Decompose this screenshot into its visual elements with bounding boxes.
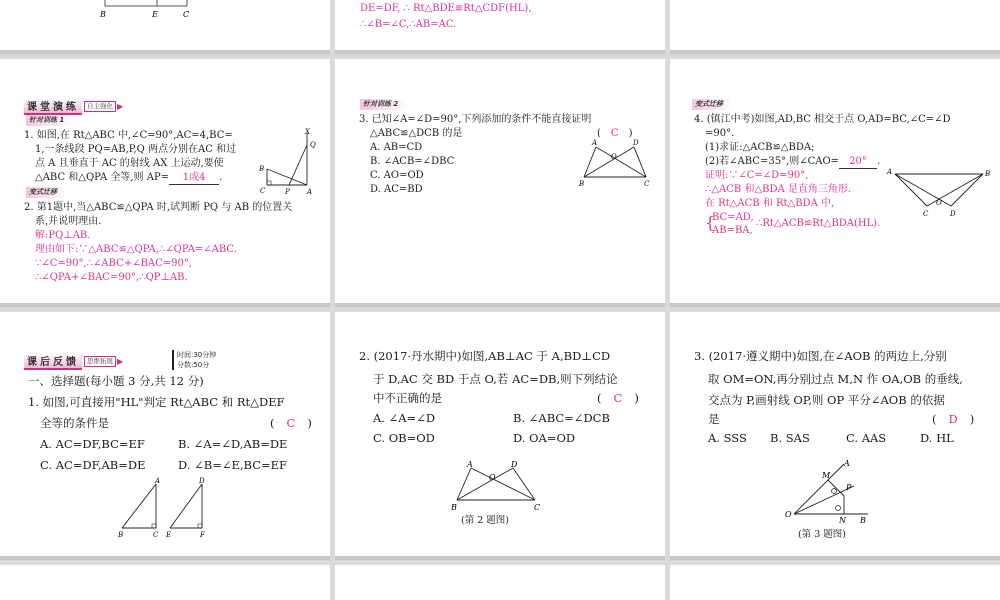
proof-line-3: 在 Rt△ACB 和 Rt△BDA 中, xyxy=(705,198,835,209)
slide-bottom-mid xyxy=(335,565,665,600)
arrow-icon: ▶ xyxy=(117,101,124,111)
fig-label-d: D xyxy=(199,477,205,485)
q3-line-2: △ABC≌△DCB 的是 xyxy=(370,128,463,139)
q2-answer-2: 理由如下:∵△ABC≌△QPA,∴∠QPA=∠ABC. xyxy=(35,244,237,255)
fig-label-a: A xyxy=(844,459,850,468)
q1-line-2: 1,一条线段 PQ=AB,P,Q 两点分别在AC 和过 xyxy=(35,144,237,155)
slide-bottom-bar xyxy=(335,50,665,54)
q2-option-c: C. OB=OD xyxy=(373,431,435,445)
figure-triangle-bec xyxy=(95,0,255,26)
slide-bottom-bar xyxy=(0,50,330,54)
fig-label-o: O xyxy=(936,199,942,207)
figure-q3 xyxy=(578,137,658,187)
q4-line-3: (1)求证:△ACB≌△BDA; xyxy=(705,142,815,153)
q3-option-d: D. HL xyxy=(920,431,954,445)
arrow-icon: ▶ xyxy=(117,356,124,366)
fig-label-e: E xyxy=(166,531,172,539)
fig-label-d: D xyxy=(633,139,639,147)
q1-option-a: A. AC=DF,BC=EF xyxy=(40,437,145,451)
section-tag: 思维拓展 xyxy=(84,356,116,367)
q1-answer: C xyxy=(286,416,296,430)
fig-label-o: O xyxy=(489,473,496,482)
fig-label-c: C xyxy=(260,187,266,195)
slide-top-left xyxy=(0,0,330,54)
fig-label-c: C xyxy=(153,531,159,539)
subheading-practice-2: 针对训练 2 xyxy=(360,99,408,110)
proof-line-2: ∴∠B=∠C,∴AB=AC. xyxy=(360,19,457,30)
fig-label-b: B xyxy=(985,170,991,178)
fig-label-n: N xyxy=(839,516,846,525)
proof-line-1: DE=DF, ∴ Rt△BDE≌Rt△CDF(HL), xyxy=(360,3,532,14)
fig-label-a: A xyxy=(155,477,161,485)
fig-label-a: A xyxy=(307,188,313,196)
slide-question-3 xyxy=(670,312,1000,560)
slide-bottom-bar xyxy=(335,303,665,307)
slide-after-class xyxy=(0,312,330,560)
q2-line-2: 于 D,AC 交 BD 于点 O,若 AC=DB,则下列结论 xyxy=(373,372,618,386)
fig-label-q: Q xyxy=(310,141,316,149)
figure-q4 xyxy=(883,164,993,219)
fig-label-b: B xyxy=(451,503,457,512)
q2-answer-4: ∴∠QPA+∠BAC=90°,∴QP⊥AB. xyxy=(35,272,188,283)
time-score-box xyxy=(172,350,216,370)
slide-question-2 xyxy=(335,312,665,560)
q4-line-4: (2)若∠ABC=35°,则∠CAO= 20° . xyxy=(705,156,881,167)
q4-line-1: 4. (镇江中考)如图,AD,BC 相交于点 O,AD=BC,∠C=∠D xyxy=(694,114,951,125)
slide-bottom-bar xyxy=(0,303,330,307)
fig-label-c: C xyxy=(183,10,190,19)
q2-answer-3: ∵∠C=90°,∴∠ABC+∠BAC=90°, xyxy=(35,258,193,269)
q1-end: . xyxy=(219,172,223,183)
q3-line-1: 3. (2017·遵义期中)如图,在∠AOB 的两边上,分别 xyxy=(694,349,947,363)
q2-option-d: D. OA=OD xyxy=(513,431,576,445)
q3-line-3: 交点为 P,画射线 OP,则 OP 平分∠AOB 的依据 xyxy=(708,393,945,407)
fig-label-b: B xyxy=(860,516,866,525)
slide-bottom-bar xyxy=(335,556,665,560)
q1-line-1: 1. 如图,可直接用"HL"判定 Rt△ABC 和 Rt△DEF xyxy=(28,395,285,409)
q2-answer: C xyxy=(613,391,623,405)
q2-line-1: 2. 第1题中,当△ABC≌△QPA 时,试判断 PQ 与 AB 的位置关 xyxy=(24,202,293,213)
figure-q1 xyxy=(255,127,325,202)
fig-label-b: B xyxy=(118,531,124,539)
q3-option-b: B. SAS xyxy=(770,431,810,445)
fig-label-o: O xyxy=(611,153,617,161)
q3-answer-paren: ( D ) xyxy=(932,412,975,426)
fig-label-e: E xyxy=(152,10,158,19)
q1-option-b: B. ∠A=∠D,AB=DE xyxy=(178,437,288,451)
q1-line-1: 1. 如图,在 Rt△ABC 中,∠C=90°,AC=4,BC= xyxy=(24,130,233,141)
fig-label-a: A xyxy=(887,168,893,176)
fig-label-a: A xyxy=(592,139,598,147)
q2-line-1: 2. (2017·丹水期中)如图,AB⊥AC 于 A,BD⊥CD xyxy=(359,349,611,363)
q3-line-1: 3. 已知∠A=∠D=90°,下列添加的条件不能直接证明 xyxy=(359,114,592,125)
q2-option-a: A. ∠A=∠D xyxy=(373,411,436,425)
q3-option-c: C. AO=OD xyxy=(370,170,424,181)
q3-answer: D xyxy=(948,412,958,426)
q4-line-2: =90°. xyxy=(705,128,735,139)
figure-caption: (第 3 题图) xyxy=(798,529,846,540)
q3-answer: C xyxy=(610,128,619,139)
q1-line-3: 点 A 且垂直于 AC 的射线 AX 上运动,要使 xyxy=(35,158,224,169)
section-header xyxy=(24,354,123,368)
q3-option-a: A. AB=CD xyxy=(370,142,423,153)
fig-label-c: C xyxy=(644,180,650,187)
fig-label-c: C xyxy=(534,503,541,512)
section-header xyxy=(24,99,123,113)
fig-label-x: X xyxy=(305,128,310,136)
q1-answer-paren: ( C ) xyxy=(270,416,312,430)
slide-bottom-bar xyxy=(0,556,330,560)
q1-answer: 1或4 xyxy=(169,171,219,185)
proof-line-1: 证明:∵∠C=∠D=90°, xyxy=(705,170,809,181)
section-title: 课堂演练 xyxy=(24,98,82,115)
subheading-practice-1: 针对训练 1 xyxy=(26,115,74,126)
q2-option-b: B. ∠ABC=∠DCB xyxy=(513,411,610,425)
q3-line-4: 是 xyxy=(708,412,720,426)
slide-bottom-bar xyxy=(670,50,1000,54)
system-brace: { xyxy=(705,213,716,232)
section-choice-title: 一、选择题(每小题 3 分,共 12 分) xyxy=(28,374,204,388)
slide-bottom-bar xyxy=(670,303,1000,307)
slide-bottom-left xyxy=(0,565,330,600)
fig-label-o: O xyxy=(785,510,792,519)
figure-q1-triangles xyxy=(112,476,222,546)
time-limit: 时间:30分钟 xyxy=(177,351,217,359)
slide-top-right xyxy=(670,0,1000,54)
fig-label-c: C xyxy=(923,210,929,218)
q1-option-c: C. AC=DF,AB=DE xyxy=(40,458,146,472)
q2-line-2: 系,并说明理由. xyxy=(35,216,102,227)
q3-option-d: D. AC=BD xyxy=(370,184,423,195)
score-total: 分数:50分 xyxy=(177,361,210,369)
q3-option-b: B. ∠ACB=∠DBC xyxy=(370,156,455,167)
q2-answer-1: 解:PQ⊥AB. xyxy=(35,230,91,241)
subheading-variant: 变式迁移 xyxy=(26,187,67,198)
slide-variant-4 xyxy=(670,59,1000,307)
fig-label-b: B xyxy=(579,180,585,187)
fig-label-p: P xyxy=(846,483,852,492)
fig-label-f: F xyxy=(200,531,205,539)
figure-caption: (第 2 题图) xyxy=(461,515,509,526)
fig-label-b: B xyxy=(100,10,106,19)
fig-label-b: B xyxy=(259,165,265,173)
q1-line-4 xyxy=(35,171,222,185)
q2-line-3: 中不正确的是 xyxy=(373,391,442,405)
proof-conclusion: ∴Rt△ACB≌Rt△BDA(HL). xyxy=(756,218,881,229)
q1-option-d: D. ∠B=∠E,BC=EF xyxy=(178,458,288,472)
q1-line-4-text: △ABC 和△QPA 全等,则 AP= xyxy=(35,172,170,183)
system-line-1: BC=AD, xyxy=(712,212,754,223)
fig-label-d: D xyxy=(950,210,956,218)
fig-label-a: A xyxy=(467,460,473,469)
fig-label-d: D xyxy=(511,460,518,469)
fig-label-p: P xyxy=(285,188,290,196)
figure-q2 xyxy=(449,460,549,515)
proof-line-2: ∴△ACB 和△BDA 是直角三角形. xyxy=(705,184,852,195)
q3-option-a: A. SSS xyxy=(708,431,747,445)
slide-top-mid xyxy=(335,0,665,54)
system-line-2: AB=BA, xyxy=(712,225,753,236)
slide-practice-2 xyxy=(335,59,665,307)
section-tag: 自主强化 xyxy=(84,101,116,112)
section-title: 课后反馈 xyxy=(24,353,82,370)
slide-bottom-bar xyxy=(670,556,1000,560)
figure-q3 xyxy=(782,458,872,528)
slide-bottom-right xyxy=(670,565,1000,600)
subheading-variant: 变式迁移 xyxy=(692,99,733,110)
q3-line-2: 取 OM=ON,再分别过点 M,N 作 OA,OB 的垂线, xyxy=(708,372,963,386)
q3-option-c: C. AAS xyxy=(846,431,887,445)
slide-classroom-practice xyxy=(0,59,330,307)
fig-label-m: M xyxy=(822,471,831,480)
q4-answer: 20° xyxy=(839,155,877,169)
q1-line-2: 全等的条件是 xyxy=(40,416,109,430)
q3-answer-paren: ( C ) xyxy=(597,128,633,139)
q2-answer-paren: ( C ) xyxy=(597,391,639,405)
